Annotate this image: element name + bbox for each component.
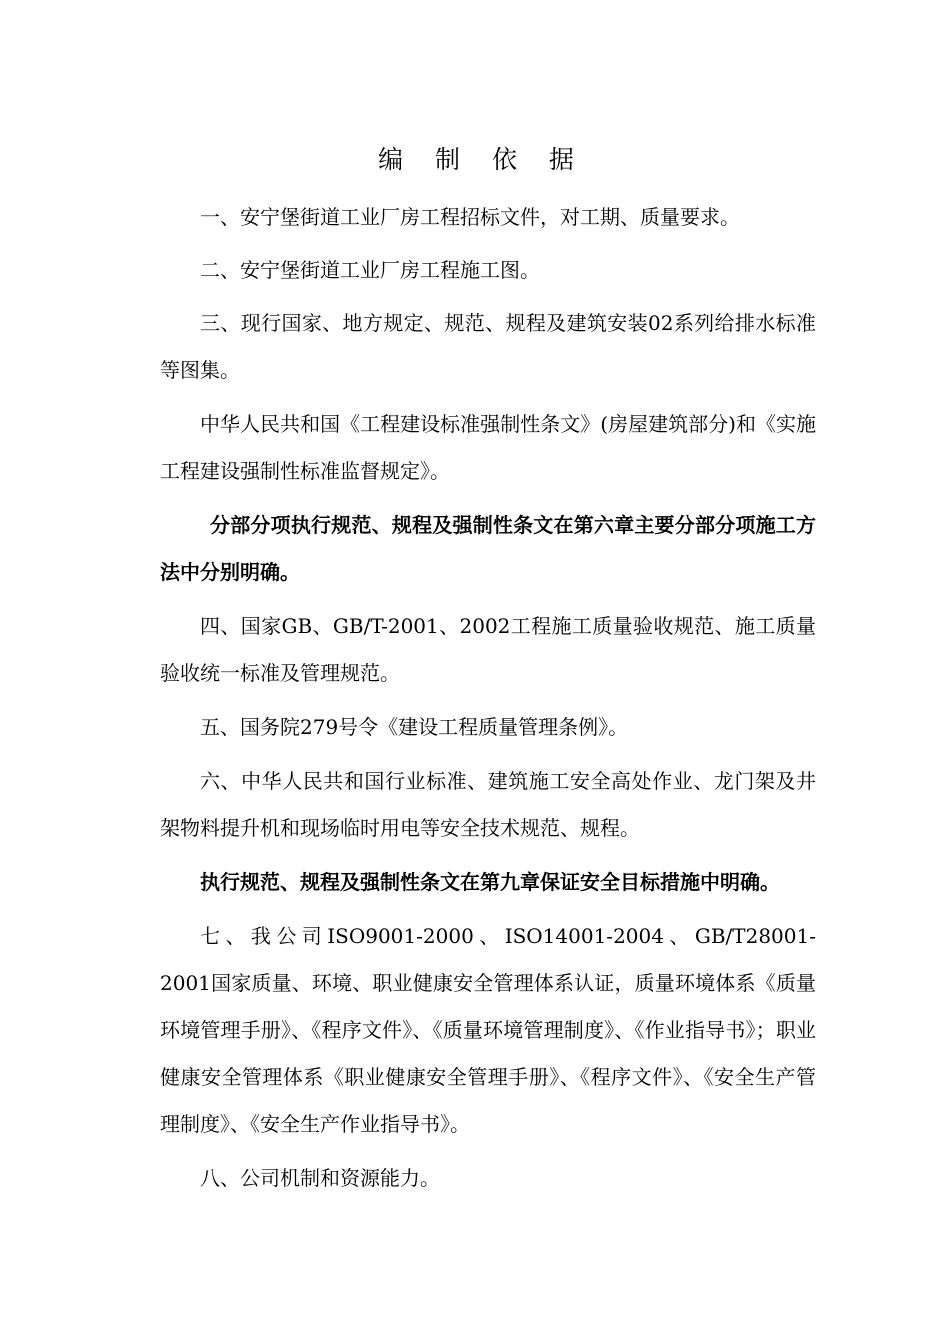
paragraph-4: 中华人民共和国《工程建设标准强制性条文》(房屋建筑部分)和《实施工程建设强制性标准监督规定》。 <box>160 412 816 483</box>
paragraph-1: 一、安宁堡街道工业厂房工程招标文件，对工期、质量要求。 <box>200 205 740 229</box>
paragraph-10: 七、我公司ISO9001-2000、ISO14001-2004、GB/T28001-2001国家质量、环境、职业健康安全管理体系认证，质量环境体系《质量环境管理手册》、《程序文件》、《质量环境管理制度》、《作业指导书》；职业健康安全管理体系《职业健康安全管理手册》、《程序文件》、《安全生产管理制度》、《安全生产作业指导书》。 <box>160 924 816 1136</box>
paragraph-7: 五、国务院279号令《建设工程质量管理条例》。 <box>200 715 629 739</box>
paragraph-3: 三、现行国家、地方规定、规范、规程及建筑安装02系列给排水标准等图集。 <box>160 311 816 382</box>
paragraph-5-bold-note: 分部分项执行规范、规程及强制性条文在第六章主要分部分项施工方法中分别明确。 <box>160 513 816 584</box>
page-title: 编 制 依 据 <box>378 145 586 174</box>
paragraph-8: 六、中华人民共和国行业标准、建筑施工安全高处作业、龙门架及井架物料提升机和现场临时用电等安全技术规范、规程。 <box>160 769 816 840</box>
paragraph-6: 四、国家GB、GB/T-2001、2002工程施工质量验收规范、施工质量验收统一标准及管理规范。 <box>160 614 816 685</box>
paragraph-9-bold-note: 执行规范、规程及强制性条文在第九章保证安全目标措施中明确。 <box>200 870 780 894</box>
document-body <box>160 194 816 1202</box>
paragraph-2: 二、安宁堡街道工业厂房工程施工图。 <box>200 258 540 282</box>
paragraph-11: 八、公司机制和资源能力。 <box>200 1166 440 1190</box>
